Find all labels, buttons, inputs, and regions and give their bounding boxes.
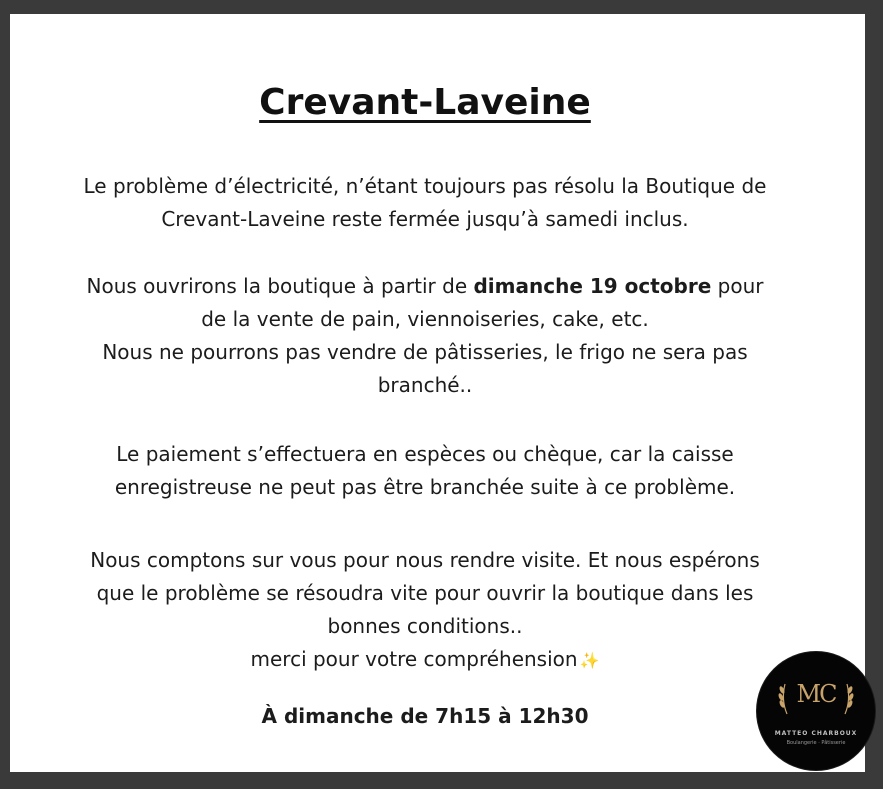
sparkle-icon: ✨ (579, 651, 600, 670)
paragraph-payment (30, 438, 820, 504)
logo-tagline: Boulangerie · Pâtisserie (786, 740, 846, 746)
paragraph-line: Le paiement s’effectuera en espèces ou chèque, car la caisse (116, 442, 734, 466)
logo-name: MATTEO CHARBOUX (774, 730, 858, 737)
paragraph-electricity (30, 170, 820, 236)
logo-monogram: MC (796, 680, 836, 708)
notice-title: Crevant-Laveine (259, 82, 591, 123)
paragraph-line: Le problème d’électricité, n’étant toujours pas résolu la Boutique de (83, 174, 767, 198)
paragraph-visit (30, 544, 820, 677)
text-segment: pour (711, 274, 764, 298)
bakery-logo (757, 652, 875, 770)
thanks-text: merci pour votre compréhension (250, 647, 578, 671)
paragraph-line: branché.. (377, 373, 473, 397)
paragraph-line: enregistreuse ne peut pas être branchée suite à ce problème. (114, 475, 736, 499)
paragraph-line: Nous ne pourrons pas vendre de pâtisseries, le frigo ne sera pas (102, 340, 748, 364)
paragraph-line: bonnes conditions.. (327, 614, 523, 638)
bottom-border (0, 772, 883, 789)
paragraph-line: que le problème se résoudra vite pour ouvrir la boutique dans les (96, 581, 754, 605)
paragraph-line: Crevant-Laveine reste fermée jusqu’à samedi inclus. (161, 207, 689, 231)
paragraph-line (30, 643, 820, 677)
notice-card (10, 14, 865, 772)
paragraph-line: Nous comptons sur vous pour nous rendre visite. Et nous espérons (90, 548, 760, 572)
opening-date: dimanche 19 octobre (473, 274, 712, 298)
paragraph-line (30, 270, 820, 303)
text-segment: Nous ouvrirons la boutique à partir de (86, 274, 474, 298)
closing-hours: À dimanche de 7h15 à 12h30 (261, 704, 589, 728)
paragraph-opening (30, 270, 820, 402)
wheat-icon (839, 682, 859, 716)
paragraph-line: de la vente de pain, viennoiseries, cake, etc. (201, 307, 649, 331)
